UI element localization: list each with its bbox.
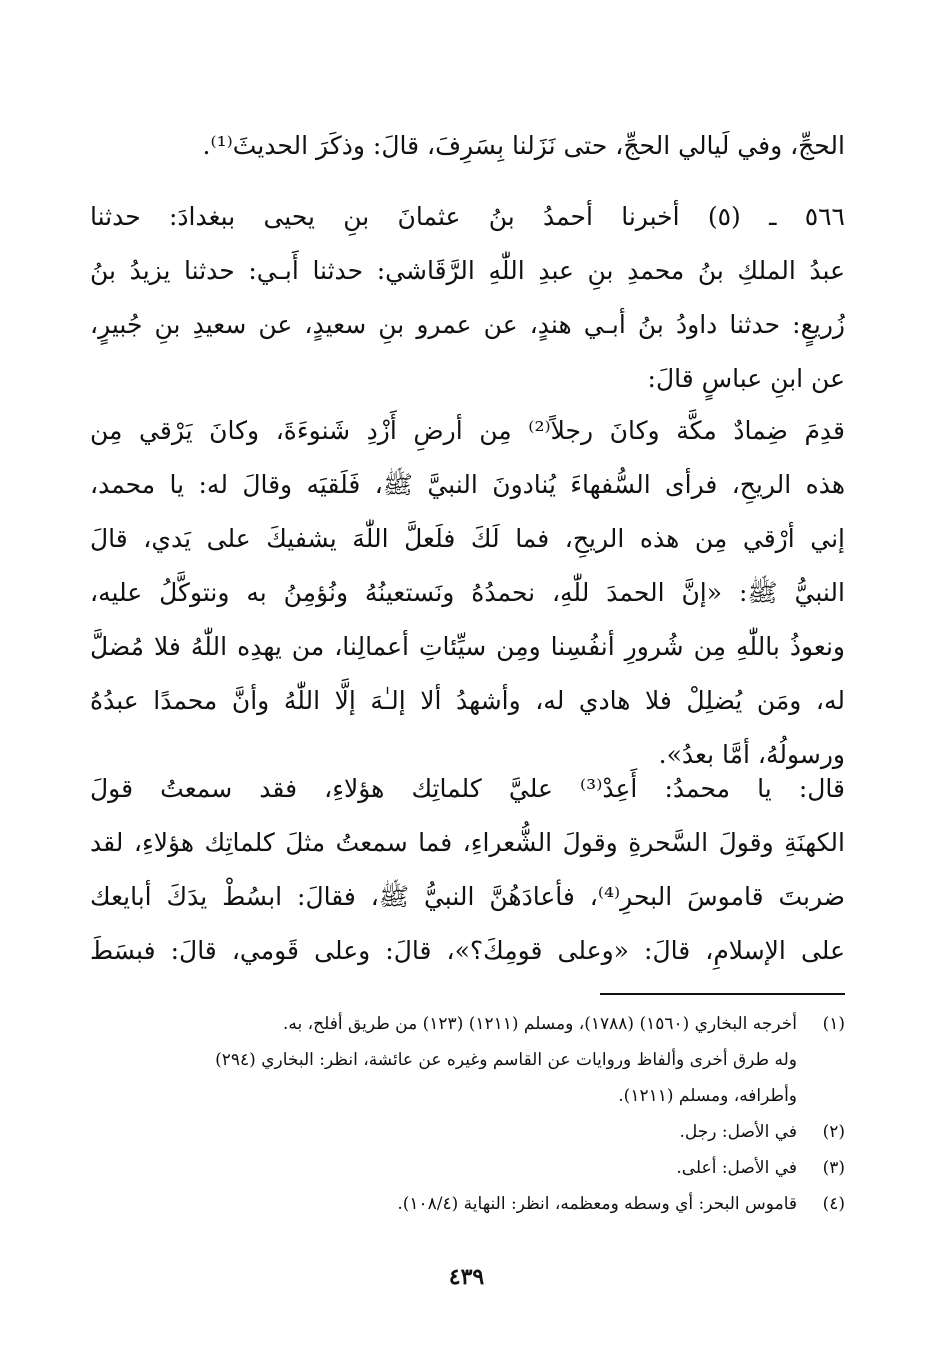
footnote-2 bbox=[90, 1114, 845, 1150]
text-line: ورسولُهُ، أمَّا بعدُ». bbox=[658, 740, 845, 769]
text-line: الحجِّ، وفي لَيالي الحجِّ، حتى نَزَلنا بِسَرِفَ، قالَ: وذكَرَ الحديثَ⁽¹⁾. bbox=[202, 131, 845, 160]
footnote-number: (١) bbox=[822, 1014, 845, 1034]
footnotes bbox=[90, 1006, 845, 1222]
footnote-text: أخرجه البخاري (١٥٦٠) (١٧٨٨)، ومسلم (١٢١١) (١٢٣) من طريق أفلح، به. bbox=[282, 1014, 797, 1034]
footnote-text: في الأصل: رجل. bbox=[679, 1122, 797, 1142]
paragraph-4 bbox=[90, 762, 845, 978]
text-line: الكهنَةِ وقولَ السَّحرةِ وقولَ الشُّعراءِ، فما سمعتُ مثلَ كلماتِك هؤلاءِ، لقد bbox=[90, 828, 845, 857]
text-line: قال: يا محمدُ: أَعِدْ⁽³⁾ عليَّ كلماتِك هؤلاءِ، فقد سمعتُ قولَ bbox=[90, 774, 845, 803]
footnote-number: (٤) bbox=[822, 1194, 845, 1214]
footnote-divider bbox=[600, 993, 845, 995]
text-line: ونعوذُ باللّٰهِ مِن شُرورِ أنفُسِنا ومِن سيِّئاتِ أعمالِنا، من يهدِه اللّٰهُ فلا مُضلَّ bbox=[90, 632, 845, 661]
paragraph-1 bbox=[90, 119, 845, 173]
text-line: النبيُّ ﷺ: «إنَّ الحمدَ للّٰهِ، نحمدُهُ ونَستعينُهُ ونُؤمِنُ به ونتوكَّلُ عليه، bbox=[90, 578, 845, 607]
footnote-1-continued: وله طرق أخرى وألفاظ وروايات عن القاسم وغيره عن عائشة، انظر: البخاري (٢٩٤) bbox=[215, 1050, 797, 1070]
text-line: قدِمَ ضِمادٌ مكَّة وكانَ رجلاً⁽²⁾ مِن أرضِ أَزْدِ شَنوءَةَ، وكانَ يَرْقي مِن bbox=[90, 416, 845, 445]
footnote-number: (٢) bbox=[822, 1122, 845, 1142]
text-line: ضربتَ قاموسَ البحرِ⁽⁴⁾، فأعادَهُنَّ النبيُّ ﷺ، فقالَ: ابسُطْ يدَكَ أبايعك bbox=[90, 882, 845, 911]
footnote-number: (٣) bbox=[822, 1158, 845, 1178]
text-line: على الإسلامِ، قالَ: «وعلى قومِكَ؟»، قالَ: وعلى قَومي، قالَ: فبسَطَ bbox=[90, 936, 845, 965]
footnote-3 bbox=[90, 1150, 845, 1186]
footnote-4 bbox=[90, 1186, 845, 1222]
page-number: ٤٣٩ bbox=[448, 1264, 485, 1290]
paragraph-3 bbox=[90, 404, 845, 782]
text-line: عن ابنِ عباسٍ قالَ: bbox=[647, 364, 845, 393]
text-line: هذه الريحِ، فرأى السُّفهاءَ يُنادونَ النبيَّ ﷺ، فَلَقيَه وقالَ له: يا محمد، bbox=[90, 470, 845, 499]
footnote-1-continued: وأطرافه، ومسلم (١٢١١). bbox=[618, 1086, 797, 1106]
paragraph-hadith-566 bbox=[90, 190, 845, 406]
footnote-text: في الأصل: أعلى. bbox=[676, 1158, 797, 1178]
footnote-text: قاموس البحر: أي وسطه ومعظمه، انظر: النهاية (١٠٨/٤). bbox=[397, 1194, 797, 1214]
text-line: عبدُ الملكِ بنُ محمدِ بنِ عبدِ اللّٰهِ الرَّقَاشي: حدثنا أَبـي: حدثنا يزيدُ بنُ bbox=[90, 256, 845, 285]
text-line: زُريعٍ: حدثنا داودُ بنُ أبـي هندٍ، عن عمرو بنِ سعيدٍ، عن سعيدِ بنِ جُبيرٍ، bbox=[90, 310, 845, 339]
footnote-1 bbox=[90, 1006, 845, 1042]
text-line: له، ومَن يُضلِلْ فلا هادي له، وأشهدُ ألا إلـٰهَ إلَّا اللّٰهُ وأنَّ محمدًا عبدُهُ bbox=[90, 686, 845, 715]
text-line: إني أرْقي مِن هذه الريحِ، فما لَكَ فلَعلَّ اللّٰهَ يشفيكَ على يَدي، قالَ bbox=[90, 524, 845, 553]
text-line: ٥٦٦ ـ (٥) أخبرنا أحمدُ بنُ عثمانَ بنِ يحيى ببغدادَ: حدثنا bbox=[90, 202, 845, 231]
